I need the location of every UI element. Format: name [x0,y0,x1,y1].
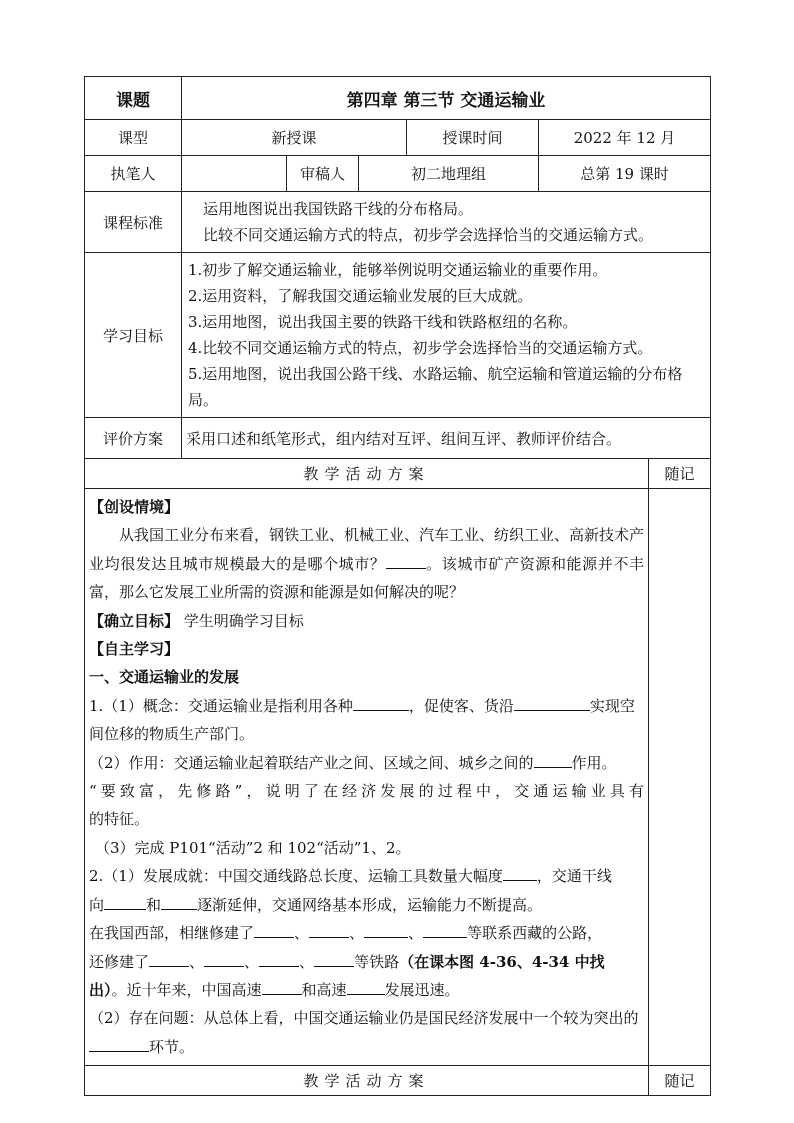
text: 环节。 [149,1037,195,1056]
section-heading: 【创设情境】 [89,498,180,516]
type-label: 课型 [85,120,182,156]
goals-row [85,253,711,418]
goal-line: 2.运用资料，了解我国交通运输业发展的巨大成就。 [188,287,533,305]
goals-label: 学习目标 [85,253,182,418]
reviewer-value: 初二地理组 [359,156,539,192]
eval-value: 采用口述和纸笔形式，组内结对互评、组间互评、教师评价结合。 [182,418,711,459]
text: 、 [189,952,205,971]
type-row [85,120,711,156]
content-line [89,749,644,777]
text: 实现空间位移的物质生产部门。 [89,696,635,744]
scenario-text-2: 。该城市矿产资源和能源并不丰富，那么它发展工业所需的资源和能源是如何解决的呢？ [89,554,644,602]
text: 的特征。 [89,810,150,829]
notes-header: 随记 [649,459,711,489]
content-line [89,1004,644,1061]
text: 1.（1）概念：交通运输业是指利用各种 [89,696,353,715]
writer-value [182,156,287,192]
time-label: 授课时间 [407,120,539,156]
plan-header-row [85,459,711,489]
answer-blank[interactable] [161,891,197,910]
answer-blank[interactable] [259,948,299,967]
reviewer-label: 审稿人 [287,156,359,192]
text: 等铁路 [354,952,400,971]
notes-column[interactable] [649,489,711,1066]
goal-line [89,607,644,635]
goal-line: 1.初步了解交通运输业，能够举例说明交通运输业的重要作用。 [188,261,608,279]
answer-blank[interactable] [353,692,409,711]
writer-label: 执笔人 [85,156,182,192]
text: （2）作用：交通运输业起着联结产业之间、区域之间、城乡之间的 [89,753,534,772]
text: 在我国西部，相继修建了 [89,924,255,943]
time-value: 2022 年 12 月 [539,120,711,156]
text: 出） [89,980,112,999]
text: 、 [244,952,260,971]
text: （在课本图 4-36、4-34 中找 [399,952,605,971]
text: 2.（1）发展成就：中国交通线路总长度、运输工具数量大幅度 [89,867,503,886]
content-line [89,919,644,947]
answer-blank[interactable] [204,948,244,967]
lesson-plan-table [84,76,711,1096]
text: 和高速 [301,980,347,999]
content-line [89,692,644,749]
sub-heading: 一、交通运输业的发展 [89,668,240,687]
content-line: “要致富，先修路”，说明了在经济发展的过程中，交通运输业具有 [89,782,644,801]
standard-line: 运用地图说出我国铁路干线的分布格局。 [203,200,474,218]
content-line: （3）完成 P101“活动”2 和 102“活动”1、2。 [95,838,411,857]
text: 和 [146,895,162,914]
answer-blank[interactable] [514,692,590,711]
text: 、 [408,924,424,943]
answer-blank[interactable] [104,891,146,910]
scenario-text: 从我国工业分布来看，钢铁工业、机械工业、汽车工业、纺织工业、高新技术产业均很发达且城市规模最大的是哪个城市？ [89,526,645,573]
total-lessons: 总第 19 课时 [539,156,711,192]
plan-header: 教学活动方案 [85,1066,649,1096]
notes-header: 随记 [649,1066,711,1096]
text: ，促使客、货沿 [408,696,514,715]
standard-value [182,192,711,253]
answer-blank[interactable] [314,948,354,967]
answer-blank[interactable] [347,976,385,995]
text: 作用。 [571,753,617,772]
plan-header-row-2 [85,1066,711,1096]
goals-value [182,253,711,418]
eval-label: 评价方案 [85,418,182,459]
answer-blank[interactable] [309,919,349,938]
eval-row [85,418,711,459]
content-line [89,805,644,833]
scenario-paragraph [89,521,644,606]
plan-header: 教学活动方案 [85,459,649,489]
type-value: 新授课 [182,120,407,156]
goal-text: 学生明确学习目标 [183,611,304,630]
text: （2）存在问题：从总体上看，中国交通运输业仍是国民经济发展中一个较为突出的 [89,1009,639,1028]
answer-blank[interactable] [364,919,408,938]
text: 。近十年来，中国高速 [111,980,262,999]
content-line [89,948,644,976]
goal-line: 3.运用地图，说出我国主要的铁路干线和铁路枢纽的名称。 [188,313,578,331]
text: 还修建了 [89,952,150,971]
standard-label: 课程标准 [85,192,182,253]
text: 发展迅速。 [384,980,460,999]
writer-row [85,156,711,192]
answer-blank[interactable] [149,948,189,967]
text: 逐渐延伸，交通网络基本形成，运输能力不断提高。 [197,895,543,914]
answer-blank[interactable] [534,749,572,768]
text: 、 [294,924,310,943]
text: 、 [349,924,365,943]
standard-row [85,192,711,253]
text: 、 [299,952,315,971]
answer-blank[interactable] [262,976,302,995]
text: ，交通干线 [536,867,612,886]
standard-line: 比较不同交通运输方式的特点，初步学会选择恰当的交通运输方式。 [203,226,654,244]
answer-blank[interactable] [386,550,426,569]
answer-blank[interactable] [254,919,294,938]
content-line [89,862,644,890]
plan-content-row [85,489,711,1066]
answer-blank[interactable] [89,1033,149,1052]
section-heading: 【确立目标】 [89,611,180,630]
answer-blank[interactable] [503,862,537,881]
section-heading: 【自主学习】 [89,640,180,659]
goal-line: 4.比较不同交通运输方式的特点，初步学会选择恰当的交通运输方式。 [188,339,653,357]
answer-blank[interactable] [423,919,467,938]
plan-content [85,489,649,1066]
content-line [89,891,644,919]
text: 等联系西藏的公路， [467,924,603,943]
topic-value: 第四章 第三节 交通运输业 [182,77,711,120]
topic-row [85,77,711,120]
topic-label: 课题 [85,77,182,120]
content-line [89,976,644,1004]
text: 向 [89,895,105,914]
goal-line: 5.运用地图，说出我国公路干线、水路运输、航空运输和管道运输的分布格局。 [188,365,683,409]
